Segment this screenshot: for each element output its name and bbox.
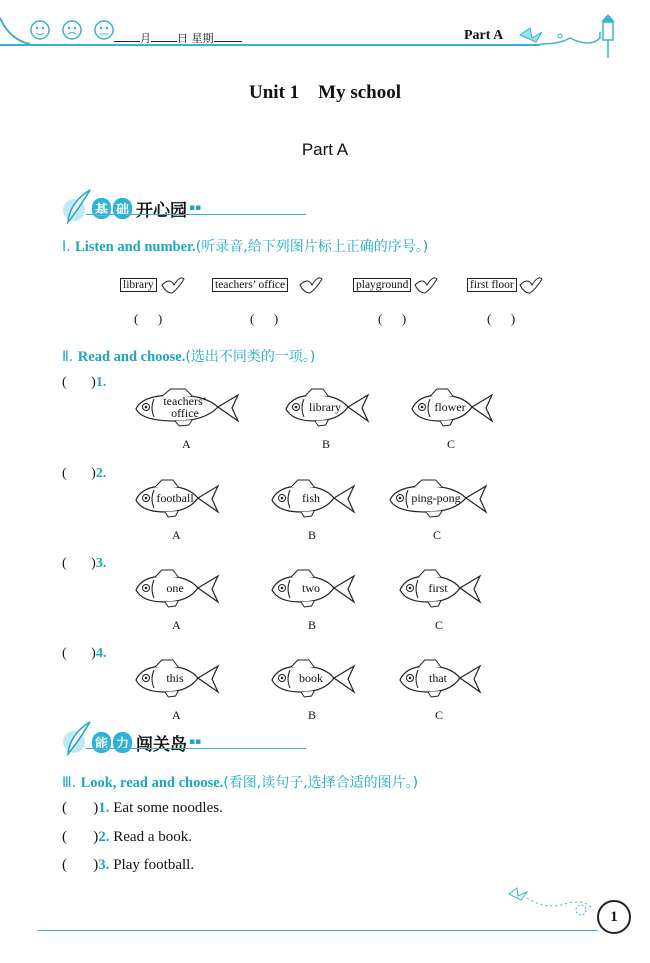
bird-icon (160, 273, 186, 299)
date-fields (114, 30, 242, 46)
section-rule (86, 214, 306, 215)
question-3-title: Ⅲ. Look, read and choose.(看图,读句子,选择合适的图片。) (62, 775, 419, 791)
question-number: ( )2. (62, 466, 107, 481)
answer-bracket[interactable]: ( ) (378, 311, 407, 326)
option-letter: A (172, 618, 181, 632)
fish-word: football (156, 491, 194, 505)
bird-icon (413, 273, 439, 299)
option-letter: A (182, 437, 191, 451)
sentence-item: ( )1. Eat some noodles. (62, 800, 223, 816)
bird-icon (518, 273, 544, 299)
footer-rule (38, 930, 598, 931)
answer-bracket[interactable]: ( ) (62, 646, 96, 661)
question-number: ( )4. (62, 646, 107, 661)
fish-word: that (429, 671, 447, 685)
option-letter: C (433, 528, 442, 542)
section-marker-icon: ▪▪ (189, 737, 202, 747)
fish-word: ping-pong (411, 491, 461, 505)
picture-label-playground: playground (353, 278, 411, 292)
option-letter: A (172, 528, 181, 542)
option-letter: B (308, 528, 317, 542)
option-letter: B (308, 708, 317, 722)
question-number: ( )3. (62, 556, 107, 571)
weekday-label: 星期 (191, 32, 214, 45)
section-rule (86, 748, 306, 749)
answer-bracket[interactable]: ( ) (250, 311, 279, 326)
section-badge: 能 力 (92, 732, 132, 753)
option-letter: C (435, 708, 444, 722)
page-number: 1 (597, 900, 631, 934)
sentence-item: ( )3. Play football. (62, 857, 195, 873)
header-part-label: Part A (464, 28, 504, 43)
header-rule (0, 44, 540, 46)
option-letter: B (322, 437, 331, 451)
answer-bracket[interactable]: ( ) (487, 311, 516, 326)
footer-decoration (505, 880, 595, 920)
month-label: 月 (140, 32, 151, 45)
fish-word: one (166, 581, 184, 595)
picture-label-teachers-office: teachers’ office (212, 278, 288, 292)
question-1-title: Ⅰ. Listen and number.(听录音,给下列图片标上正确的序号。) (62, 239, 429, 255)
picture-label-library: library (120, 278, 157, 292)
header-decoration (0, 0, 650, 60)
question-number: ( )1. (62, 375, 107, 390)
fish-word: first (428, 581, 448, 595)
bird-icon (298, 273, 324, 299)
answer-bracket[interactable]: ( ) (62, 466, 96, 481)
fish-word: this (166, 671, 184, 685)
section-label: 开心园 (136, 200, 188, 221)
fish-word: flower (434, 400, 466, 414)
question-2-title: Ⅱ. Read and choose.(选出不同类的一项。) (62, 349, 316, 365)
fish-word: teachers’ office (163, 394, 207, 420)
section-marker-icon: ▪▪ (189, 203, 202, 213)
fish-word: book (299, 671, 323, 685)
section-label: 闯关岛 (136, 734, 188, 755)
section-basic-heading (62, 190, 201, 226)
section-badge: 基 础 (92, 198, 132, 219)
answer-bracket[interactable]: ( ) (62, 556, 96, 571)
option-letter: B (308, 618, 317, 632)
fish-word: fish (302, 491, 320, 505)
sentence-item: ( )2. Read a book. (62, 829, 192, 845)
picture-label-first-floor: first floor (467, 278, 517, 292)
answer-bracket[interactable]: ( ) (62, 375, 96, 390)
day-label: 日 (177, 32, 188, 45)
option-letter: C (435, 618, 444, 632)
fish-word: two (302, 581, 320, 595)
option-letter: C (447, 437, 456, 451)
answer-bracket[interactable]: ( ) (134, 311, 163, 326)
page-title: Unit 1 My school (249, 82, 401, 103)
section-ability-heading (62, 724, 201, 760)
option-letter: A (172, 708, 181, 722)
fish-word: library (309, 400, 341, 414)
page-subtitle: Part A (301, 140, 349, 159)
